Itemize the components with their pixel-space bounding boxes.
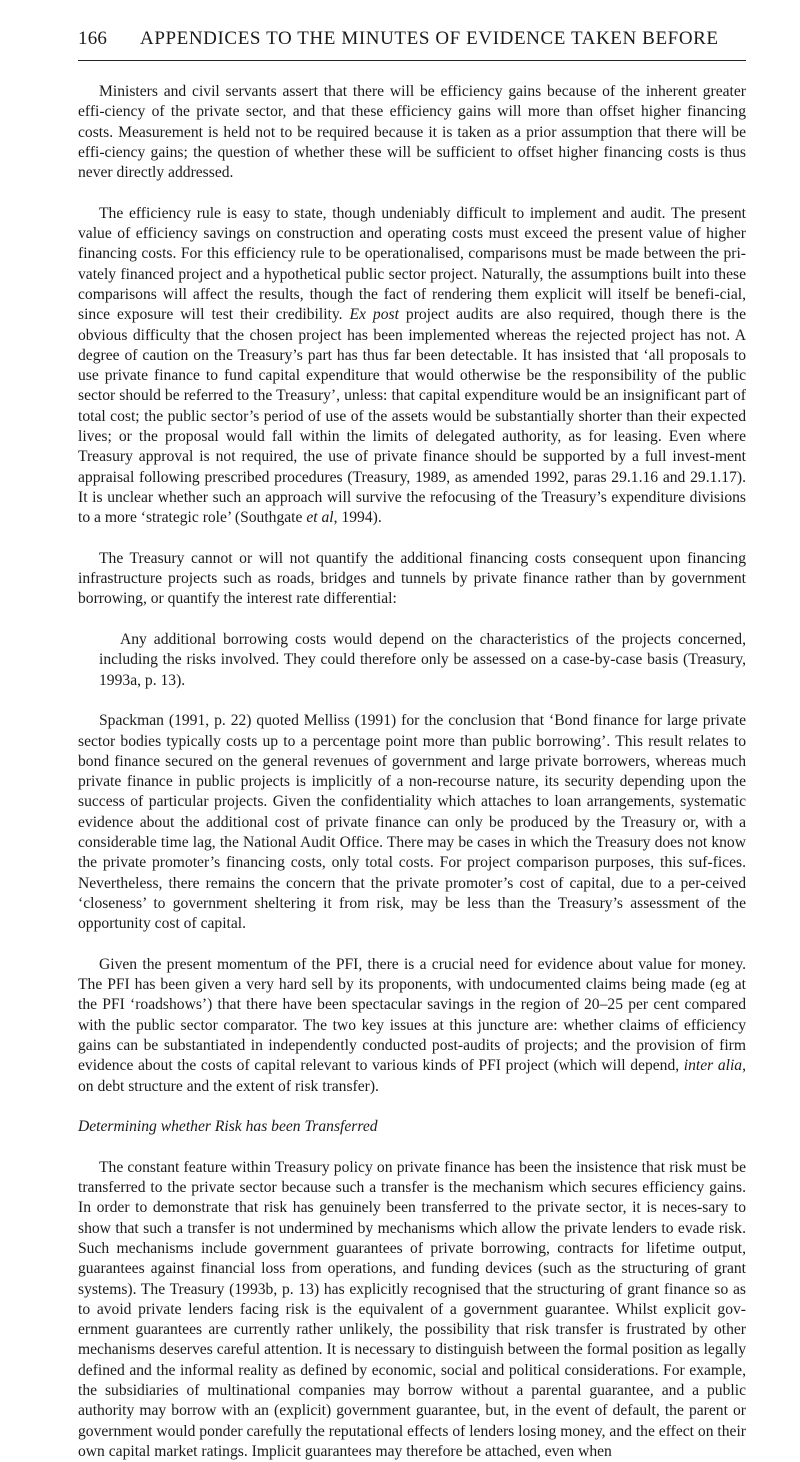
section-subheading: Determining whether Risk has been Transferred	[78, 1118, 378, 1136]
paragraph-text: , on debt structure and the extent of risk transfer).	[78, 1057, 746, 1095]
italic-term: et al	[306, 509, 334, 527]
paragraph-text: The efficiency rule is easy to state, though undeniably difficult to implement and audit. The present value of efficiency savings on construction and operating costs must exceed the present value of higher financing costs. For this efficiency rule to be operationalised, comparisons must be made between the pri-vately financed project and a hypothetical public sector project. Naturally, the assumptions built into these comparisons will affect the results, though the fact of rendering them explicit will itself be benefi-cial, since exposure will test their credibility.	[78, 204, 746, 324]
page-number: 166	[78, 28, 108, 49]
header-rule	[78, 60, 746, 61]
paragraph-efficiency-assertion: Ministers and civil servants assert that there will be efficiency gains because of the inherent greater effi-ciency of the private sector, and that these efficiency gains will more than offset higher financing costs. Measurement is held not to be required because it is taken as a prior assumption that there will be effi-ciency gains; the question of whether these will be sufficient to offset higher financing costs is thus never directly addressed.	[78, 83, 746, 182]
page-header	[78, 28, 746, 54]
block-quote: Any additional borrowing costs would depend on the characteristics of the projects concerned, including the risks involved. They could therefore only be assessed on a case-by-case basis (Treasury, 1993a, p. 13).	[99, 631, 746, 689]
paragraph-text: project audits are also required, though there is the obvious difficulty that the chosen project has been implemented whereas the rejected project has not. A degree of caution on the Treasury’s part has thus far been detectable. It has insisted that ‘all proposals to use private finance to fund capital expenditure that would otherwise be the responsibility of the public sector should be referred to the Treasury’, unless: that capital expenditure would be an insignificant part of total cost; the public sector’s period of use of the assets would be substantially shorter than their expected lives; or the proposal would fall within the limits of delegated authority, as for leasing. Even where Treasury approval is not required, the use of private finance should be supported by a full invest-ment appraisal following prescribed procedures (Treasury, 1989, as amended 1992, paras 29.1.16 and 29.1.17). It is unclear whether such an approach will survive the refocusing of the Treasury’s expenditure divisions to a more ‘strategic role’ (Southgate	[78, 306, 747, 527]
paragraph-risk-transfer: The constant feature within Treasury policy on private finance has been the insistence that risk must be transferred to the private sector because such a transfer is the mechanism which secures efficiency gains. In order to demonstrate that risk has genuinely been transferred to the private sector, it is neces-sary to show that such a transfer is not undermined by mechanisms which allow the private lenders to evade risk. Such mechanisms include government guarantees of private borrowing, contracts for lifetime output, guarantees against financial loss from operations, and funding devices (such as the structuring of grant systems). The Treasury (1993b, p. 13) has explicitly recognised that the structuring of grant finance so as to avoid private lenders facing risk is the equivalent of a government guarantee. Whilst explicit gov-ernment guarantees are currently rather unlikely, the possibility that risk transfer is frustrated by other mechanisms deserves careful attention. It is necessary to distinguish between the formal position as legally defined and the informal reality as defined by economic, social and political considerations. For example, the subsidiaries of multinational companies may borrow without a parental guarantee, and a public authority may borrow with an (explicit) government guarantee, but, in the event of default, the parent or government would ponder carefully the reputational effects of lenders losing money, and the effect on their own capital market ratings. Implicit guarantees may therefore be attached, even when	[78, 1158, 746, 1460]
paragraph-spackman: Spackman (1991, p. 22) quoted Melliss (1991) for the conclusion that ‘Bond finance for large private sector bodies typically costs up to a percentage point more than public borrowing’. This result relates to bond finance secured on the general revenues of government and large private borrowers, whereas much private finance in public projects is implicitly of a non-recourse nature, its security depending upon the success of particular projects. Given the confidentiality which attaches to loan arrangements, systematic evidence about the additional cost of private finance can only be produced by the Treasury or, with a considerable time lag, the National Audit Office. There may be cases in which the Treasury does not know the private promoter’s financing costs, only total costs. For project comparison purposes, this suf-fices. Nevertheless, there remains the concern that the private promoter’s cost of capital, due to a per-ceived ‘closeness’ to government sheltering it from risk, may be less than the Treasury’s assessment of the opportunity cost of capital.	[78, 712, 746, 933]
italic-term: inter alia	[683, 1057, 743, 1075]
paragraph-text: Given the present momentum of the PFI, there is a crucial need for evidence about value for money. The PFI has been given a very hard sell by its proponents, with undocumented claims being made (eg at the PFI ‘roadshows’) that there have been spectacular savings in the region of 20–25 per cent compared with the public sector comparator. The two key issues at this juncture are: whether claims of efficiency gains can be substantiated in independently conducted post-audits of projects; and the provision of firm evidence about the costs of capital relevant to various kinds of PFI project (which will depend,	[78, 955, 746, 1075]
italic-term: Ex post	[349, 306, 399, 324]
paragraph-text: , 1994).	[333, 509, 382, 527]
paragraph-efficiency-rule	[78, 204, 746, 529]
paragraph-pfi-momentum	[78, 955, 746, 1097]
paragraph-treasury-quantify: The Treasury cannot or will not quantify the additional financing costs consequent upon financing infrastructure projects such as roads, bridges and tunnels by private finance rather than by government borrowing, or quantify the interest rate differential:	[78, 549, 746, 608]
running-head: APPENDICES TO THE MINUTES OF EVIDENCE TAKEN BEFORE	[140, 28, 719, 49]
